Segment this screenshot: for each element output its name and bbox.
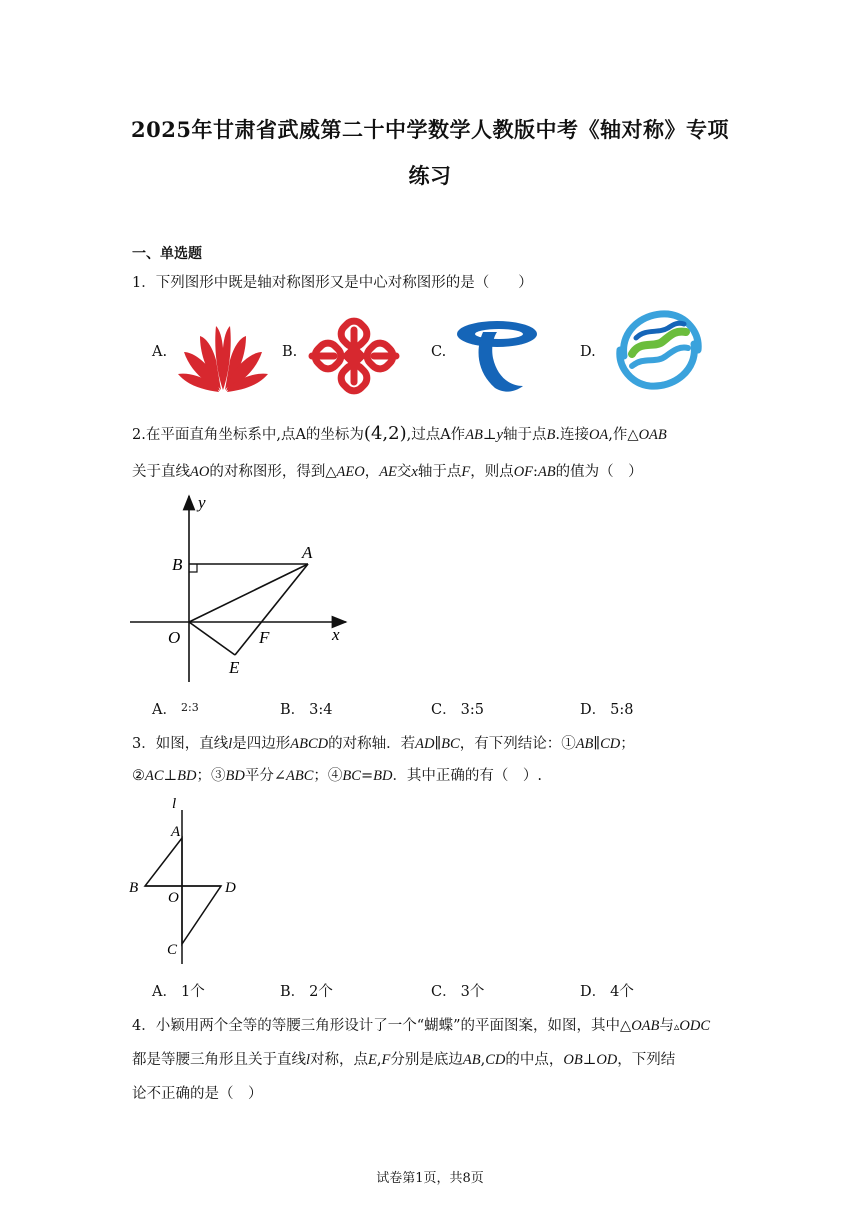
page-title: 2025年甘肃省武威第二十中学数学人教版中考《轴对称》专项	[131, 117, 729, 142]
question-3-stem-line2: ②AC⊥BD；③BD平分∠ABC；④BC=BD．其中正确的有（ ）.	[132, 768, 543, 784]
label-b: B	[129, 880, 139, 896]
segment-oe	[189, 622, 235, 655]
q3-option-a[interactable]: A． 1个	[152, 984, 205, 1000]
question-2-stem-line2: 关于直线AO的对称图形，得到△AEO，AE交x轴于点F，则点OF:AB的值为（ ）	[132, 464, 643, 480]
label-o: O	[168, 628, 181, 647]
china-telecom-logo	[453, 310, 543, 394]
label-l: l	[172, 796, 177, 812]
label-a: A	[171, 824, 181, 840]
question-2-stem-line1: 2.在平面直角坐标系中,点A的坐标为(4,2),过点A作AB⊥y轴于点B.连接OA,作△OAB	[132, 423, 667, 444]
label-c: C	[167, 942, 178, 958]
q2-option-d[interactable]: D． 5:8	[580, 702, 634, 718]
segment-oa	[189, 564, 308, 622]
china-unicom-logo	[304, 316, 404, 396]
label-e: E	[229, 658, 240, 677]
question-4-stem-line2: 都是等腰三角形且关于直线l对称，点E,F分别是底边AB,CD的中点，OB⊥OD，下列结	[132, 1052, 676, 1068]
label-a: A	[302, 543, 313, 562]
q2-option-b[interactable]: B． 3:4	[280, 702, 333, 718]
china-mobile-logo	[610, 304, 708, 396]
q1-option-d-label: D.	[580, 344, 596, 360]
label-x: x	[332, 625, 340, 644]
q1-option-b-label: B.	[282, 344, 298, 360]
right-angle-mark	[189, 564, 197, 572]
q3-option-d[interactable]: D． 4个	[580, 984, 634, 1000]
label-f: F	[259, 628, 270, 647]
question-4-stem-line1: 4．小颖用两个全等的等腰三角形设计了一个“蝴蝶”的平面图案，如图，其中△OAB与▵ODC	[132, 1018, 711, 1034]
q1-option-a-label: A.	[152, 344, 168, 360]
label-o: O	[168, 890, 179, 906]
q3-option-b[interactable]: B． 2个	[280, 984, 333, 1000]
label-b: B	[172, 555, 183, 574]
page-title-cont: 练习	[408, 163, 452, 188]
section-heading: 一、单选题	[132, 246, 202, 262]
quadrilateral-abcd	[145, 838, 221, 944]
q2-coordinate-figure	[128, 490, 358, 685]
question-4-stem-line3: 论不正确的是（ ）	[132, 1086, 263, 1102]
question-3-stem-line1: 3．如图，直线l是四边形ABCD的对称轴．若AD∥BC，有下列结论：①AB∥CD；	[132, 736, 635, 752]
page-footer: 试卷第1页，共8页	[376, 1171, 484, 1186]
label-y: y	[198, 493, 206, 512]
question-1-stem: 1．下列图形中既是轴对称图形又是中心对称图形的是（ ）	[132, 275, 533, 291]
label-d: D	[225, 880, 236, 896]
q3-option-c[interactable]: C． 3个	[431, 984, 485, 1000]
q1-option-c-label: C.	[431, 344, 447, 360]
segment-ea	[235, 564, 308, 655]
q2-option-a[interactable]: A． $^{2:3}$	[152, 701, 199, 718]
huawei-logo	[176, 320, 270, 394]
q2-option-c[interactable]: C． 3:5	[431, 702, 484, 718]
q3-kite-figure	[126, 796, 246, 968]
